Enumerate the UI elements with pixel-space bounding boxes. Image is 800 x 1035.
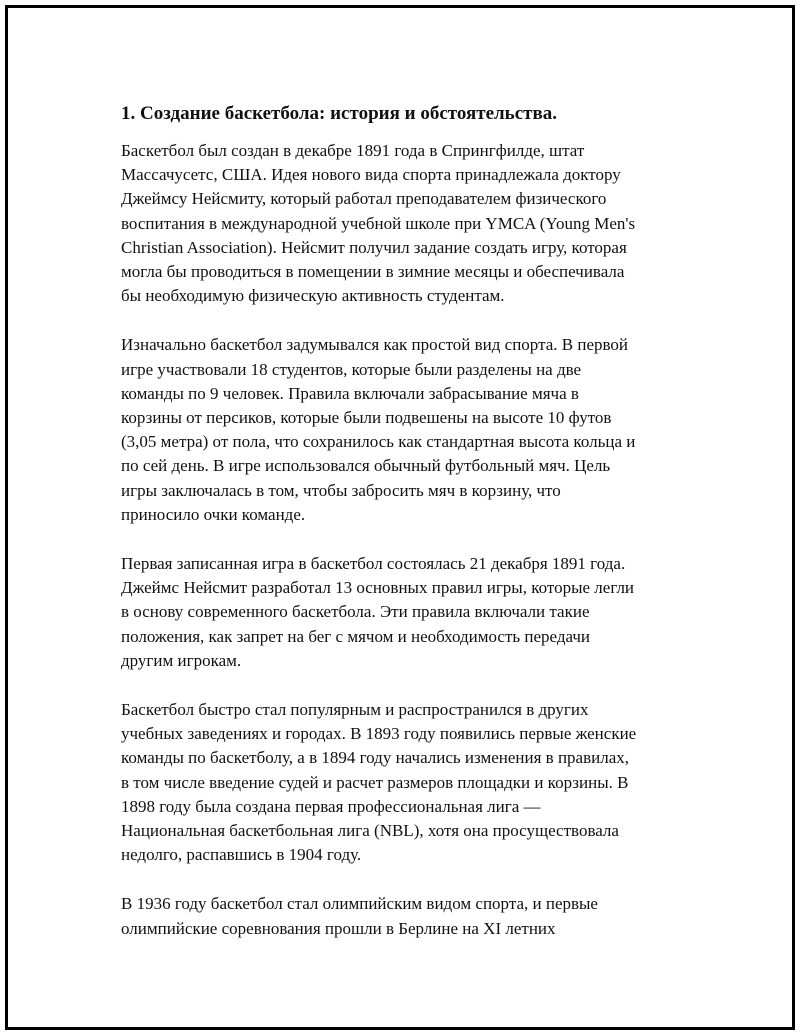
paragraph-line: недолго, распавшись в 1904 году. [121, 845, 362, 865]
paragraph-line: по сей день. В игре использовался обычный футбольный мяч. Цель [121, 456, 611, 476]
paragraph-line: команды по баскетболу, а в 1894 году начались изменения в правилах, [121, 748, 630, 768]
paragraph [121, 698, 701, 867]
paragraph-line: воспитания в международной учебной школе при YMCA (Young Men's [121, 213, 636, 233]
paragraph-line: в том числе введение судей и расчет размеров площадки и корзины. В [121, 772, 629, 792]
paragraph-line: Баскетбол быстро стал популярным и распространился в других [121, 700, 589, 720]
paragraph [121, 892, 701, 940]
paragraph-line: учебных заведениях и городах. В 1893 году появились первые женские [121, 724, 637, 744]
paragraph-line: Джеймсу Нейсмиту, который работал преподавателем физического [121, 189, 607, 209]
paragraph-line: игры заключалась в том, чтобы забросить мяч в корзину, что [121, 480, 561, 500]
paragraph-line: Национальная баскетбольная лига (NBL), хотя она просуществовала [121, 821, 619, 841]
paragraphs-container [121, 139, 701, 941]
paragraph-line: 1898 году была создана первая профессиональная лига — [121, 796, 541, 816]
paragraph-line: Массачусетс, США. Идея нового вида спорта принадлежала доктору [121, 165, 621, 185]
paragraph-line: Первая записанная игра в баскетбол состоялась 21 декабря 1891 года. [121, 554, 626, 574]
paragraph-line: Джеймс Нейсмит разработал 13 основных правил игры, которые легли [121, 578, 635, 598]
paragraph-line: бы необходимую физическую активность студентам. [121, 286, 505, 306]
paragraph [121, 552, 701, 673]
paragraph-line: В 1936 году баскетбол стал олимпийским видом спорта, и первые [121, 894, 598, 914]
paragraph-line: игре участвовали 18 студентов, которые были разделены на две [121, 359, 582, 379]
paragraph-line: Christian Association). Нейсмит получил задание создать игру, которая [121, 237, 627, 257]
section-heading: 1. Создание баскетбола: история и обстоятельства. [121, 103, 557, 124]
paragraph-line: в основу современного баскетбола. Эти правила включали такие [121, 602, 590, 622]
paragraph-line: олимпийские соревнования прошли в Берлине на XI летних [121, 918, 556, 938]
paragraph-line: могла бы проводиться в помещении в зимние месяцы и обеспечивала [121, 262, 625, 282]
paragraph-line: Баскетбол был создан в декабре 1891 года в Спрингфилде, штат [121, 141, 585, 160]
paragraph-line: приносило очки команде. [121, 504, 306, 524]
paragraph-line: (3,05 метра) от пола, что сохранилось как стандартная высота кольца и [121, 432, 636, 452]
paragraph [121, 139, 701, 308]
paragraph-line: Изначально баскетбол задумывался как простой вид спорта. В первой [121, 335, 628, 355]
paragraph [121, 333, 701, 527]
page-frame [5, 5, 795, 1030]
paragraph-line: положения, как запрет на бег с мячом и необходимость передачи [121, 626, 591, 646]
paragraph-line: команды по 9 человек. Правила включали забрасывание мяча в [121, 383, 579, 403]
document-body [121, 101, 701, 966]
paragraph-line: корзины от персиков, которые были подвешены на высоте 10 футов [121, 408, 612, 428]
paragraph-line: другим игрокам. [121, 650, 242, 670]
